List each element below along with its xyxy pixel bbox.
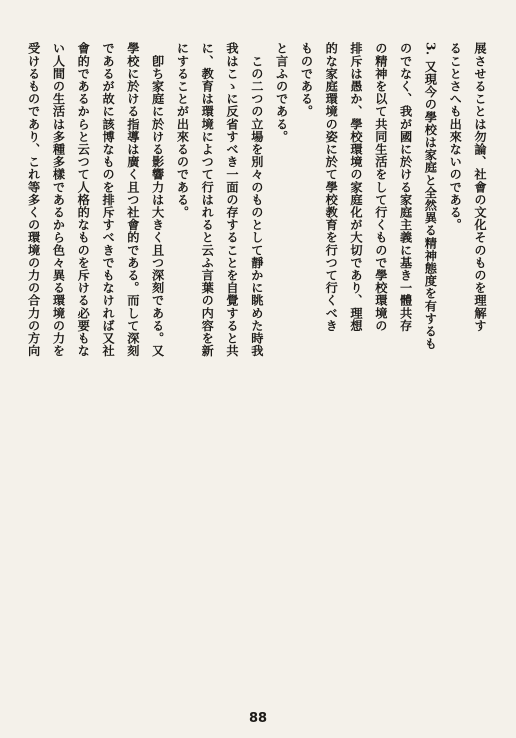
lower-paragraph bbox=[0, 42, 3, 688]
page-number: 88 bbox=[248, 711, 268, 726]
vertical-text-block bbox=[20, 42, 492, 688]
upper-paragraph: 展させることは勿論、社會の文化そのものを理解す ることさへも出來ないのである。 3. 又現今の學校は家庭と全然異る精神態度を有するも のでなく、我が國に於ける家庭主義に基き一體共存 の精神を以て共同生活をして行くもので學校環境の 排斥は愚か、學校環境の家庭化が大切であり、理想 的な家庭環境の姿に於て學校教育を行つて行くべき ものである。 と言ふのである。 この二つの立場を別々のものとして靜かに眺めた時我 我はこゝに反省すべき一面の存することを自覺すると共 に、教育は環境によつて行はれると云ふ言葉の内容を新 にすることが出來るのである。 卽ち家庭に於ける影響力は大きく且つ深刻である。又 學校に於ける指導は廣く且つ社會的である。而して深刻 であるが故に該博なものを排斥すべきでもなければ又社 會的であるからと云つて人格的なものを斥ける必要もな い人間の生活は多種多樣であるから色々異る環境の力を 受けるものであり、これ等多くの環境の力の合力の方向 bbox=[26, 42, 487, 357]
